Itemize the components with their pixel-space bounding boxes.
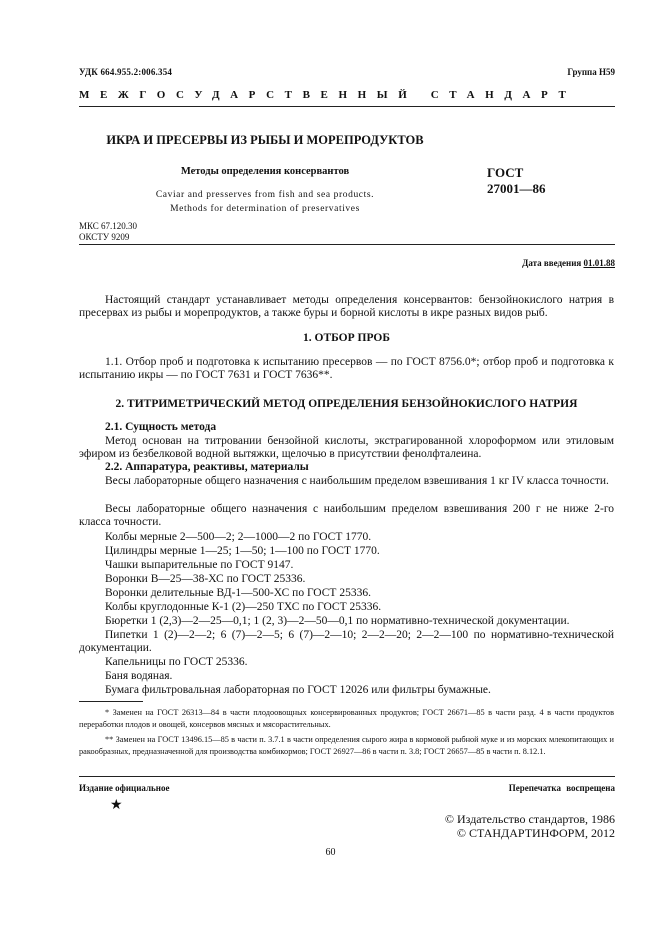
footnote-rule	[79, 701, 143, 702]
section-1-heading: 1. ОТБОР ПРОБ	[303, 332, 390, 344]
clause-2-1-text: Метод основан на титровании бензойной кислоты, экстрагированной хлороформом или этиловым эфиром из безбелковой водной вытяжки, щелочью в присутствии фенолфталеина.	[79, 435, 614, 461]
page-number: 60	[325, 847, 336, 858]
effective-date-value: 01.01.88	[583, 258, 615, 268]
section-2-heading: 2. ТИТРИМЕТРИЧЕСКИЙ МЕТОД ОПРЕДЕЛЕНИЯ БЕНЗОЙНОКИСЛОГО НАТРИЯ	[115, 398, 578, 410]
copyright-standartinform: © СТАНДАРТИНФОРМ, 2012	[456, 826, 615, 840]
footer-rule	[79, 776, 615, 777]
intro-paragraph: Настоящий стандарт устанавливает методы определения консервантов: бензойнокислого натрия в пресервах из рыбы и морепродуктов, а также буры и борной кислоты в икре разных видов рыб.	[79, 294, 614, 320]
equipment-item: Воронки делительные ВД-1—500-ХС по ГОСТ 25336.	[105, 587, 371, 599]
equipment-item: Колбы круглодонные К-1 (2)—250 ТХС по ГОСТ 25336.	[105, 601, 382, 613]
english-title-line-2: Methods for determination of preservatives	[170, 204, 360, 214]
gost-label: ГОСТ	[487, 165, 524, 180]
okstu-code: ОКСТУ 9209	[79, 232, 130, 242]
equipment-item: Воронки В—25—38-ХС по ГОСТ 25336.	[105, 573, 306, 585]
title-rule	[79, 244, 615, 245]
effective-date	[522, 258, 615, 268]
clause-2-2-heading: 2.2. Аппаратура, реактивы, материалы	[105, 461, 309, 473]
reprint-prohibited-label: Перепечатка воспрещена	[508, 783, 615, 793]
header-rule	[79, 106, 615, 107]
copyright-publisher: © Издательство стандартов, 1986	[444, 812, 615, 826]
mks-code: МКС 67.120.30	[79, 221, 138, 231]
equipment-item: Бюретки 1 (2,3)—2—25—0,1; 1 (2, 3)—2—50—0,1 по нормативно-технической документации.	[105, 615, 570, 627]
classification-codes	[79, 221, 137, 243]
footnote-2: ** Заменен на ГОСТ 13496.15—85 в части п. 3.7.1 в части определения сырого жира в кормовой рыбной муке и из морских млекопитающих и ракообразных, предназначенной для производства комбикормов; ГОСТ 26927—86 в части п. 3.8; ГОСТ 26657—85 в части п. 8.12.1.	[79, 735, 614, 756]
equipment-item: Бумага фильтровальная лабораторная по ГОСТ 12026 или фильтры бумажные.	[105, 684, 491, 696]
equipment-item: Баня водяная.	[105, 670, 173, 682]
effective-date-label: Дата введения	[522, 258, 582, 268]
document-title: ИКРА И ПРЕСЕРВЫ ИЗ РЫБЫ И МОРЕПРОДУКТОВ	[106, 133, 424, 147]
equipment-item: Капельницы по ГОСТ 25336.	[105, 656, 248, 668]
star-icon: ★	[110, 798, 123, 813]
footnote-1: * Заменен на ГОСТ 26313—84 в части плодоовощных консервированных продуктов; ГОСТ 26671—85 в части разд. 4 в части продуктов переработки плодов и овощей, консервов мясных и мясорастительных.	[79, 708, 614, 729]
interstate-standard-banner: МЕЖГОСУДАРСТВЕННЫЙ СТАНДАРТ	[79, 89, 577, 101]
group-code: Группа Н59	[567, 67, 615, 77]
official-edition-label: Издание официальное	[79, 783, 170, 793]
clause-1-1: 1.1. Отбор проб и подготовка к испытанию пресервов — по ГОСТ 8756.0*; отбор проб и подготовка к испытанию икры — по ГОСТ 7631 и ГОСТ 7636**.	[79, 356, 614, 382]
gost-number: 27001—86	[487, 181, 546, 196]
document-subtitle: Методы определения консервантов	[180, 166, 350, 177]
clause-2-1-heading: 2.1. Сущность метода	[105, 421, 217, 433]
udc-code: УДК 664.955.2:006.354	[79, 67, 173, 77]
pipettes-item: Пипетки 1 (2)—2—2; 6 (7)—2—5; 6 (7)—2—10; 2—2—20; 2—2—100 по нормативно-технической документации.	[79, 629, 614, 655]
scales-item-2: Весы лабораторные общего назначения с наибольшим пределом взвешивания 200 г не ниже 2-го класса точности.	[79, 503, 614, 529]
equipment-item: Колбы мерные 2—500—2; 2—1000—2 по ГОСТ 1770.	[105, 531, 372, 543]
scales-item-1: Весы лабораторные общего назначения с наибольшим пределом взвешивания 1 кг IV класса точности.	[105, 475, 609, 487]
equipment-item: Чашки выпарительные по ГОСТ 9147.	[105, 559, 294, 571]
gost-designation	[487, 165, 547, 197]
english-title-line-1: Caviar and presserves from fish and sea products.	[155, 190, 375, 200]
equipment-item: Цилиндры мерные 1—25; 1—50; 1—100 по ГОСТ 1770.	[105, 545, 380, 557]
